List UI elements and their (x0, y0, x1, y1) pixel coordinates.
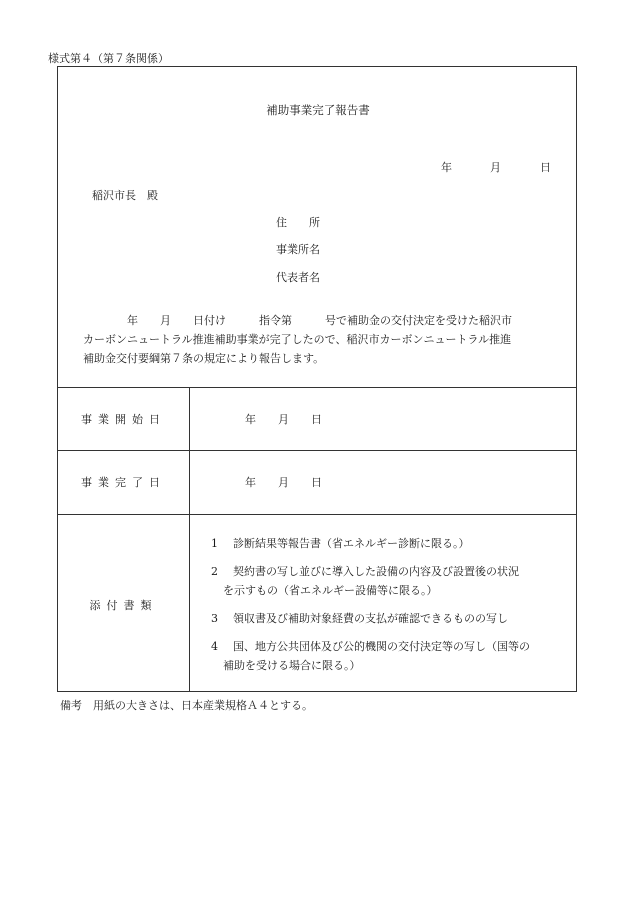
date-day-label: 日 (540, 161, 551, 174)
divider (58, 514, 576, 515)
divider (58, 450, 576, 451)
attachment-item (211, 609, 571, 628)
divider (58, 387, 576, 388)
body-line: カーボンニュートラル推進補助事業が完了したので、稲沢市カーボンニュートラル推進 (83, 333, 512, 346)
attachment-text-continued: を示すもの（省エネルギー設備等に限る。） (223, 584, 438, 597)
end-date-value (245, 474, 344, 490)
attachment-text: 契約書の写し並びに導入した設備の内容及び設置後の状況 (233, 565, 519, 578)
representative-field-label: 代表者名 (276, 271, 320, 284)
column-divider (189, 387, 190, 692)
attachment-number: 1 (211, 537, 218, 550)
form-number-label: 様式第４（第７条関係） (48, 52, 169, 65)
start-day: 日 (311, 413, 322, 426)
addressee: 稲沢市長 殿 (92, 189, 158, 202)
report-form-frame (57, 66, 577, 692)
end-year: 年 (245, 476, 256, 489)
attachment-number: 3 (211, 612, 218, 625)
attachment-text: 診断結果等報告書（省エネルギー診断に限る。） (233, 537, 470, 550)
document-title: 補助事業完了報告書 (266, 103, 370, 117)
attachment-item (211, 534, 571, 553)
attachment-number: 2 (211, 565, 218, 578)
end-day: 日 (311, 476, 322, 489)
attachment-text: 国、地方公共団体及び公的機関の交付決定等の写し（国等の (233, 640, 530, 653)
attachment-text: 領収書及び補助対象経費の支払が確認できるものの写し (233, 612, 508, 625)
end-date-label: 事業完了日 (81, 476, 166, 489)
attachment-number: 4 (211, 640, 218, 653)
date-month-label: 月 (490, 161, 501, 174)
address-field-label: 住 所 (276, 216, 320, 229)
attachment-item (211, 637, 571, 675)
start-date-value (245, 411, 344, 427)
attachment-item (211, 562, 571, 600)
office-name-field-label: 事業所名 (276, 243, 320, 256)
start-date-label: 事業開始日 (81, 413, 166, 426)
date-year-label: 年 (441, 161, 452, 174)
remark-note: 備考 用紙の大きさは、日本産業規格Ａ４とする。 (60, 699, 313, 712)
body-line: 補助金交付要綱第７条の規定により報告します。 (83, 352, 325, 365)
attachment-text-continued: 補助を受ける場合に限る。） (223, 659, 361, 672)
body-line: 年 月 日付け 指令第 号で補助金の交付決定を受けた稲沢市 (83, 314, 512, 327)
report-body-text (83, 311, 557, 368)
attachments-label: 添付書類 (89, 599, 158, 612)
end-month: 月 (278, 476, 289, 489)
start-year: 年 (245, 413, 256, 426)
start-month: 月 (278, 413, 289, 426)
